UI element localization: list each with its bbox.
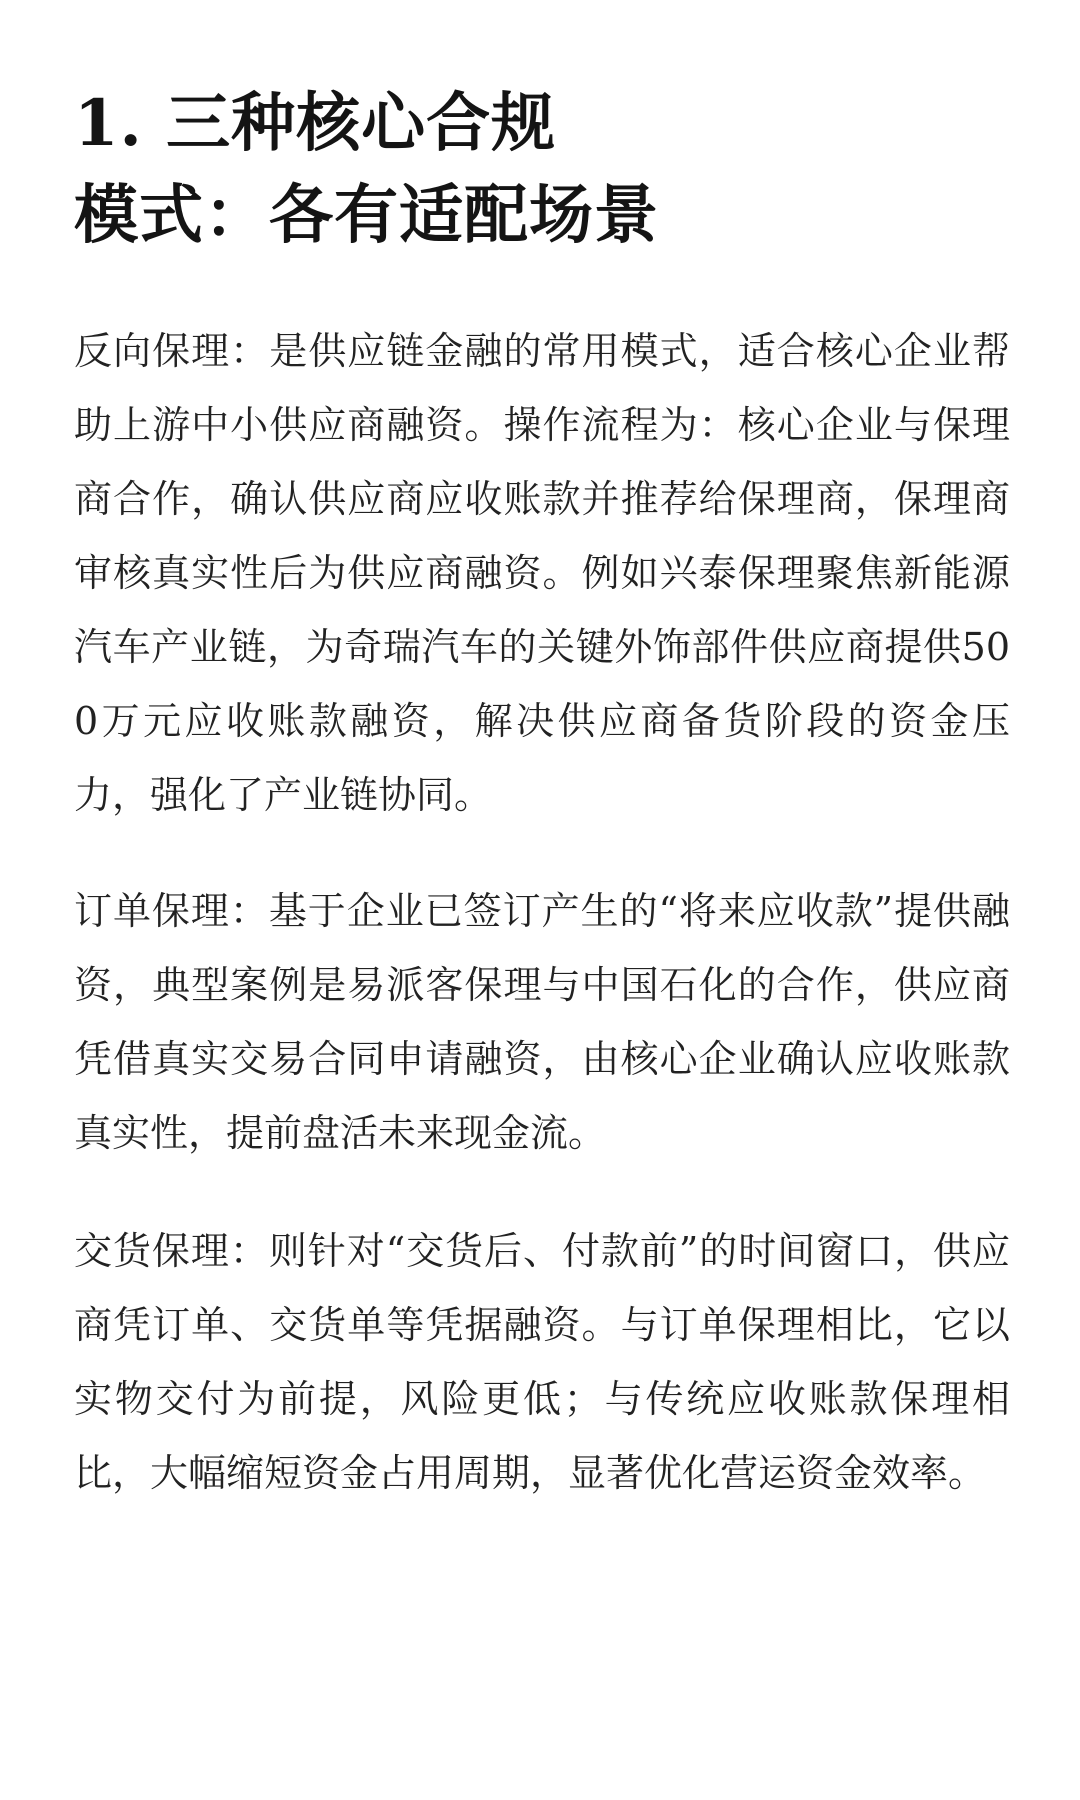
- section-title: [74, 78, 1010, 262]
- reverse-factoring-paragraph: 反向保理：是供应链金融的常用模式，适合核心企业帮助上游中小供应商融资。操作流程为：核心企业与保理商合作，确认供应商应收账款并推荐给保理商，保理商审核真实性后为供应商融资。例如兴泰保理聚焦新能源汽车产业链，为奇瑞汽车的关键外饰部件供应商提供500万元应收账款融资，解决供应商备货阶段的资金压力，强化了产业链协同。: [74, 329, 1010, 817]
- order-factoring-paragraph: 订单保理：基于企业已签订产生的“将来应收款”提供融资，典型案例是易派客保理与中国石化的合作，供应商凭借真实交易合同申请融资，由核心企业确认应收账款真实性，提前盘活未来现金流。: [74, 889, 1010, 1155]
- reverse-factoring-section: [74, 314, 1010, 832]
- delivery-factoring-paragraph: 交货保理：则针对“交货后、付款前”的时间窗口，供应商凭订单、交货单等凭据融资。与订单保理相比，它以实物交付为前提，风险更低；与传统应收账款保理相比，大幅缩短资金占用周期，显著优化营运资金效率。: [74, 1229, 1010, 1495]
- delivery-factoring-section: [74, 1214, 1010, 1510]
- order-factoring-section: [74, 874, 1010, 1170]
- section-title-line-2: 模式：各有适配场景: [74, 178, 659, 253]
- section-title-line-1: 1. 三种核心合规: [74, 86, 557, 161]
